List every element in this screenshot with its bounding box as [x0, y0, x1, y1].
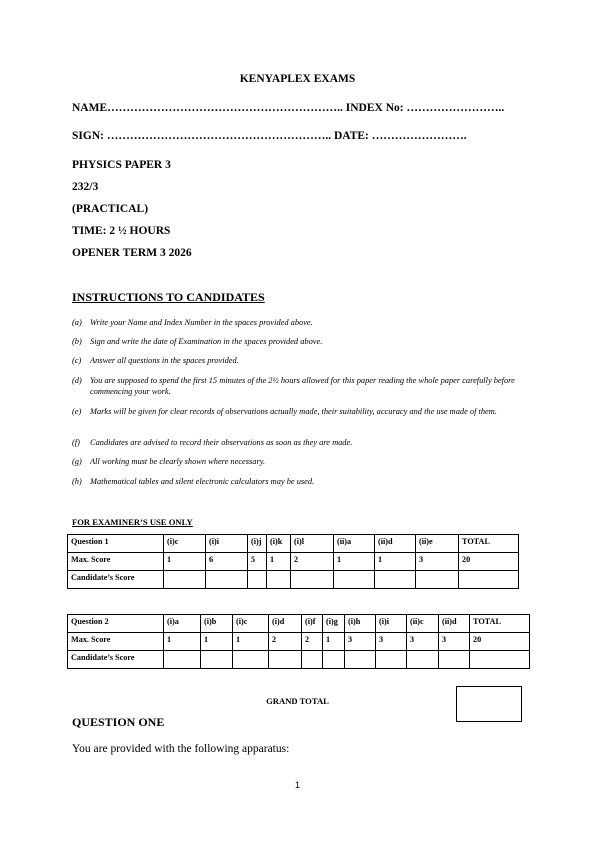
max-score-cell: 20: [459, 553, 519, 571]
max-score-cell: 3: [407, 633, 439, 651]
candidate-score-cell[interactable]: [345, 651, 376, 669]
instruction-key: (b): [72, 337, 82, 346]
page-number: 1: [294, 780, 300, 790]
candidate-score-cell[interactable]: [439, 651, 470, 669]
grand-total-label: GRAND TOTAL: [266, 696, 329, 706]
row-label: Max. Score: [68, 633, 164, 651]
candidate-score-cell[interactable]: [291, 571, 334, 589]
row-label: Candidate’s Score: [68, 651, 164, 669]
candidate-score-cell[interactable]: [459, 571, 519, 589]
max-score-cell: 1: [375, 553, 416, 571]
candidate-score-cell[interactable]: [416, 571, 459, 589]
instruction-item: [72, 376, 532, 397]
table-row: [68, 633, 530, 651]
instruction-key: (a): [72, 318, 82, 327]
grand-total-box[interactable]: [456, 686, 522, 722]
max-score-cell: 1: [164, 633, 201, 651]
column-header: (i)c: [233, 615, 269, 633]
column-header: (ii)a: [334, 535, 375, 553]
column-header: (i)l: [291, 535, 334, 553]
instruction-text: Marks will be given for clear records of observations actually made, their suitability, accuracy and the use made of them.: [90, 407, 497, 416]
instruction-text: Answer all questions in the spaces provided.: [90, 356, 239, 365]
max-score-cell: 1: [164, 553, 206, 571]
table-row: [68, 615, 530, 633]
column-header: (ii)c: [407, 615, 439, 633]
max-score-cell: 2: [269, 633, 302, 651]
column-header: (ii)e: [416, 535, 459, 553]
max-score-cell: 3: [345, 633, 376, 651]
paper-code: 232/3: [72, 181, 99, 193]
column-header: (i)k: [267, 535, 291, 553]
instruction-text: Write your Name and Index Number in the spaces provided above.: [90, 318, 313, 327]
candidate-score-cell[interactable]: [376, 651, 407, 669]
instruction-key: (e): [72, 407, 82, 416]
column-header: (ii)d: [439, 615, 470, 633]
question2-score-table: [67, 614, 530, 669]
instruction-item: [72, 438, 532, 449]
candidate-score-cell[interactable]: [334, 571, 375, 589]
column-header: (i)f: [302, 615, 323, 633]
paper-time: TIME: 2 ½ HOURS: [72, 225, 171, 237]
column-header: (ii)d: [375, 535, 416, 553]
column-header: (i)g: [323, 615, 345, 633]
instruction-item: [72, 337, 532, 348]
candidate-score-cell[interactable]: [302, 651, 323, 669]
candidate-score-cell[interactable]: [323, 651, 345, 669]
instruction-text: All working must be clearly shown where necessary.: [90, 457, 266, 466]
column-header: (i)j: [248, 535, 267, 553]
candidate-score-cell[interactable]: [248, 571, 267, 589]
row-label: Max. Score: [68, 553, 164, 571]
max-score-cell: 5: [248, 553, 267, 571]
instruction-text: You are supposed to spend the first 15 minutes of the 2½ hours allowed for this paper reading the whole paper carefully before commencing your work.: [90, 376, 515, 396]
table-row: [68, 571, 519, 589]
column-header: (i)i: [376, 615, 407, 633]
question1-score-table: [67, 534, 519, 589]
row-label: Question 2: [68, 615, 164, 633]
max-score-cell: 1: [201, 633, 233, 651]
max-score-cell: 2: [302, 633, 323, 651]
paper-title: PHYSICS PAPER 3: [72, 159, 171, 171]
candidate-score-cell[interactable]: [164, 571, 206, 589]
candidate-score-cell[interactable]: [375, 571, 416, 589]
instruction-key: (g): [72, 457, 82, 466]
candidate-score-cell[interactable]: [164, 651, 201, 669]
instruction-item: [72, 356, 532, 367]
max-score-cell: 1: [267, 553, 291, 571]
paper-type: (PRACTICAL): [72, 203, 149, 215]
column-header: (i)a: [164, 615, 201, 633]
max-score-cell: 3: [439, 633, 470, 651]
instruction-item: [72, 318, 532, 329]
row-label: Question 1: [68, 535, 164, 553]
table-row: [68, 535, 519, 553]
candidate-score-cell[interactable]: [470, 651, 530, 669]
max-score-cell: 20: [470, 633, 530, 651]
instruction-item: [72, 457, 532, 468]
candidate-score-cell[interactable]: [206, 571, 248, 589]
sign-date-line: SIGN: ………………………………………………….. DATE: …………………….: [72, 130, 467, 142]
candidate-score-cell[interactable]: [269, 651, 302, 669]
instruction-item: [72, 407, 532, 418]
instructions-heading: INSTRUCTIONS TO CANDIDATES: [72, 290, 265, 304]
max-score-cell: 6: [206, 553, 248, 571]
table-row: [68, 553, 519, 571]
instruction-key: (d): [72, 376, 82, 385]
instruction-key: (c): [72, 356, 82, 365]
name-index-line: NAME…………………………………………………….. INDEX No: ……………………..: [72, 102, 505, 114]
instruction-text: Sign and write the date of Examination in the spaces provided above.: [90, 337, 323, 346]
max-score-cell: 1: [334, 553, 375, 571]
max-score-cell: 2: [291, 553, 334, 571]
column-header: (i)d: [269, 615, 302, 633]
row-label: Candidate’s Score: [68, 571, 164, 589]
candidate-score-cell[interactable]: [407, 651, 439, 669]
instruction-text: Mathematical tables and silent electronic calculators may be used.: [90, 477, 315, 486]
column-header: (i)h: [345, 615, 376, 633]
paper-term: OPENER TERM 3 2026: [72, 247, 192, 259]
column-header: TOTAL: [470, 615, 530, 633]
column-header: TOTAL: [459, 535, 519, 553]
max-score-cell: 3: [376, 633, 407, 651]
instruction-text: Candidates are advised to record their observations as soon as they are made.: [90, 438, 353, 447]
column-header: (i)c: [164, 535, 206, 553]
max-score-cell: 1: [323, 633, 345, 651]
instruction-key: (f): [72, 438, 80, 447]
candidate-score-cell[interactable]: [233, 651, 269, 669]
candidate-score-cell[interactable]: [267, 571, 291, 589]
instruction-key: (h): [72, 477, 82, 486]
table-row: [68, 651, 530, 669]
instruction-item: [72, 477, 532, 488]
examiner-heading: FOR EXAMINER’S USE ONLY: [72, 517, 193, 527]
question-heading: QUESTION ONE: [72, 715, 165, 729]
candidate-score-cell[interactable]: [201, 651, 233, 669]
column-header: (i)i: [206, 535, 248, 553]
column-header: (i)b: [201, 615, 233, 633]
exam-title: KENYAPLEX EXAMS: [239, 73, 356, 85]
question-intro: You are provided with the following apparatus:: [72, 743, 290, 755]
max-score-cell: 3: [416, 553, 459, 571]
max-score-cell: 1: [233, 633, 269, 651]
